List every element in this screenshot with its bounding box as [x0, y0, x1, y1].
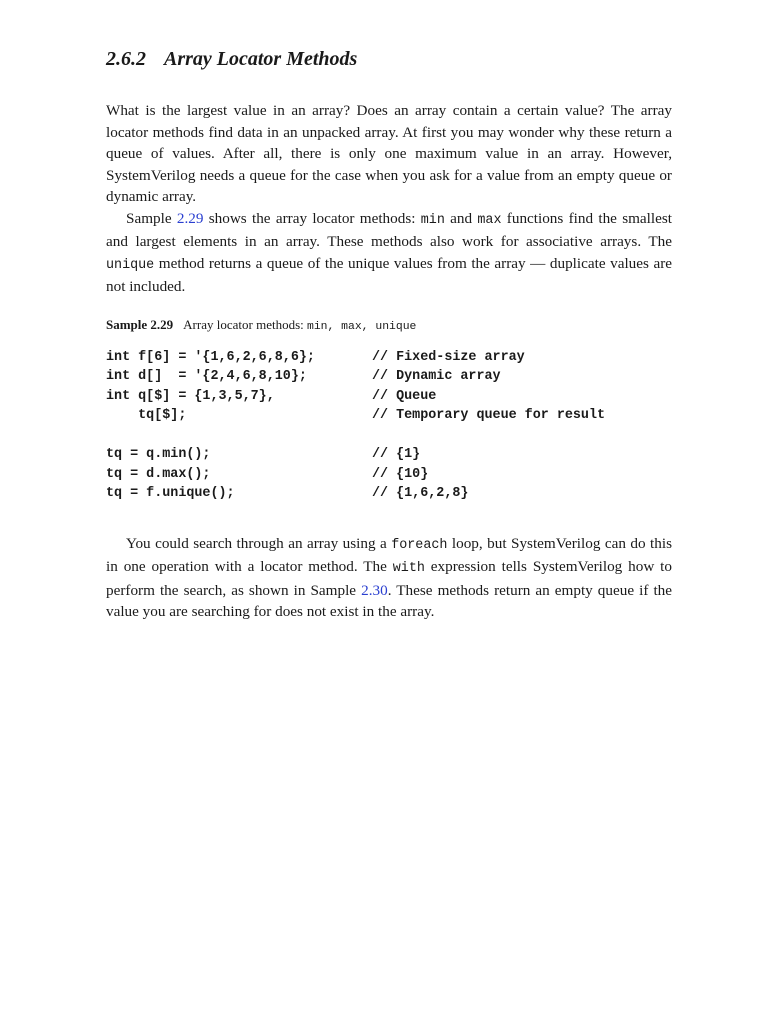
text-run: . These methods return an empty queue if the value you are searching for does not exist in the array. [106, 581, 673, 620]
code-line [106, 484, 672, 504]
sample-reference-link[interactable]: 2.29 [176, 209, 204, 227]
text-run: functions find the smallest and largest elements in an array. These methods also work for associative arrays. The [106, 209, 672, 250]
text-run: You could search through an array using a [126, 534, 392, 552]
section-number: 2.6.2 [106, 48, 146, 70]
inline-code-foreach: foreach [391, 537, 448, 553]
code-line [106, 387, 672, 407]
inline-code-max: max [477, 212, 502, 228]
code-line [106, 348, 672, 368]
code-line [106, 367, 672, 387]
text-run: method returns a queue of the unique values from the array — duplicate values are not included. [106, 254, 672, 295]
page-content [106, 44, 672, 623]
code-statement: tq = q.min(); [106, 447, 211, 462]
code-line [106, 445, 672, 465]
code-statement: tq = f.unique(); [106, 486, 235, 501]
inline-code-unique: unique [106, 257, 155, 273]
sample-caption-text: Array locator methods: [183, 316, 307, 332]
text-run: loop, but SystemVerilog can do this in one operation with a locator method. The [106, 534, 672, 575]
code-blank-line [106, 426, 672, 446]
code-statement: tq = d.max(); [106, 466, 211, 482]
code-comment: // {1,6,2,8} [372, 486, 469, 501]
text-run: shows the array locator methods: [203, 209, 421, 227]
paragraph-search [106, 533, 672, 623]
inline-code-with: with [392, 561, 425, 576]
code-comment: // Dynamic array [372, 369, 501, 384]
section-title: Array Locator Methods [164, 48, 358, 70]
code-comment: // Queue [372, 388, 437, 404]
text-run: and [444, 209, 478, 227]
paragraph-locator-methods [106, 208, 672, 298]
code-line [106, 406, 672, 426]
code-statement: int q[$] = {1,3,5,7}, [106, 388, 275, 404]
text-run: expression tells SystemVerilog how to perform the search, as shown in Sample [106, 558, 672, 599]
code-statement: int f[6] = '{1,6,2,6,8,6}; [106, 349, 315, 365]
text-run: Sample [126, 209, 177, 227]
sample-reference-link[interactable]: 2.30 [361, 581, 388, 599]
code-statement: tq[$]; [106, 408, 187, 423]
section-heading [106, 44, 672, 74]
sample-caption [106, 316, 672, 336]
sample-caption-code: min, max, unique [307, 320, 417, 333]
code-comment: // {1} [372, 447, 421, 462]
code-comment: // Temporary queue for result [372, 408, 606, 423]
code-listing [106, 348, 672, 504]
paragraph-intro: What is the largest value in an array? Does an array contain a certain value? The array locator methods find data in an unpacked array. At first you may wonder why these return a queue of values. After all, there is only one maximum value in an array. However, SystemVerilog needs a queue for the case when you ask for a value from an empty queue or dynamic array. [106, 102, 672, 205]
code-comment: // Fixed-size array [372, 349, 525, 365]
inline-code-min: min [420, 212, 445, 228]
code-comment: // {10} [372, 466, 429, 482]
code-statement: int d[] = '{2,4,6,8,10}; [106, 369, 307, 384]
code-line [106, 465, 672, 485]
sample-label: Sample 2.29 [106, 316, 174, 332]
